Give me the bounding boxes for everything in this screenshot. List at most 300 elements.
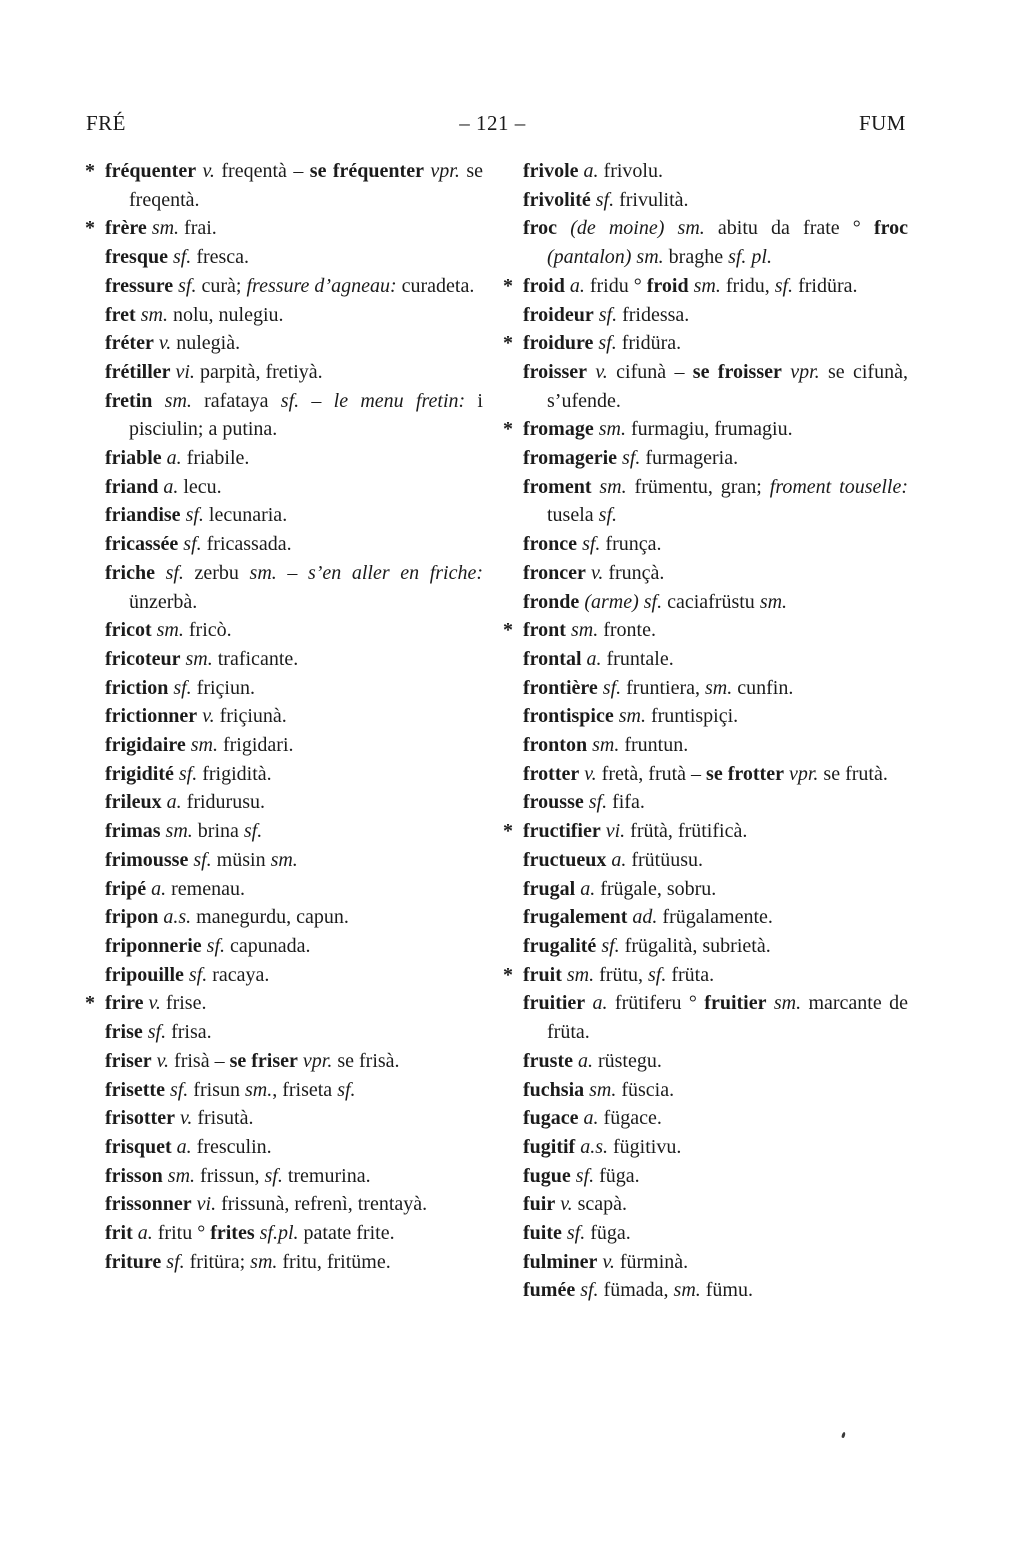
grammar-label: a. <box>585 992 608 1015</box>
translation-text: frai. <box>179 217 217 240</box>
translation-text: fruntispiçi. <box>645 705 739 728</box>
headword: friche <box>105 561 155 584</box>
headword: se froisser <box>692 360 782 383</box>
dict-entry <box>523 157 908 186</box>
headword: friser <box>105 1049 152 1072</box>
translation-text: müsin <box>211 848 271 871</box>
headword: frileux <box>105 791 162 814</box>
translation-text: fricò. <box>183 619 232 642</box>
grammar-label: v. <box>143 992 161 1015</box>
dict-entry <box>523 444 908 473</box>
dict-entry <box>105 243 483 272</box>
grammar-label: (pantalon) sm. <box>547 246 664 269</box>
dict-entry <box>523 645 908 674</box>
grammar-label: sm. <box>688 274 721 297</box>
dict-entry <box>85 214 483 243</box>
headword: fugitif <box>523 1135 576 1158</box>
grammar-label: sf. <box>575 1279 599 1302</box>
headword: frimas <box>105 820 161 843</box>
grammar-label: sm. <box>587 734 620 757</box>
dict-entry <box>85 157 483 214</box>
translation-text: frügale, sobru. <box>595 877 717 900</box>
dict-entry <box>523 214 908 271</box>
headword: fricassée <box>105 533 179 556</box>
grammar-label: sm. <box>180 647 213 670</box>
translation-text: fridessa. <box>617 303 690 326</box>
grammar-label: sf. <box>188 848 212 871</box>
headword: fronce <box>523 533 578 556</box>
grammar-label: a. <box>158 475 179 498</box>
grammar-label: vi. <box>191 1193 217 1216</box>
print-speck <box>841 1432 846 1439</box>
grammar-label: vpr. <box>297 1049 333 1072</box>
dict-entry <box>105 1190 483 1219</box>
headword: froc <box>873 217 908 240</box>
grammar-label: a.s. <box>158 906 192 929</box>
dict-entry <box>523 530 908 559</box>
headword: fripon <box>105 906 159 929</box>
translation-text: fifa. <box>607 791 645 814</box>
dict-entry <box>105 1133 483 1162</box>
grammar-label: a. <box>606 848 627 871</box>
translation-text: braghe <box>663 246 729 269</box>
grammar-label: sf. <box>264 1164 283 1187</box>
translation-text: se frutà. <box>818 762 888 785</box>
grammar-label: vpr. <box>783 762 819 785</box>
headword: frisette <box>105 1078 165 1101</box>
grammar-label: (arme) sf. <box>579 590 663 613</box>
grammar-label: a. <box>146 877 167 900</box>
grammar-label: sm. <box>766 992 802 1015</box>
translation-text: se cifunà, s’ufende. <box>547 360 908 412</box>
asterisk-marker: * <box>503 332 513 355</box>
dict-entry <box>105 875 483 904</box>
header-guideword-right: FUM <box>858 111 906 135</box>
grammar-label: (de moine) sm. <box>557 217 705 240</box>
headword: friandise <box>105 504 181 527</box>
grammar-label: ad. <box>627 906 658 929</box>
dict-entry <box>105 1018 483 1047</box>
grammar-label: fressure d’agneau: <box>246 274 397 297</box>
dict-entry <box>105 329 483 358</box>
dict-entry <box>105 903 483 932</box>
translation-text: frisutà. <box>192 1107 254 1130</box>
dict-entry <box>523 1076 908 1105</box>
headword: frugalement <box>523 906 628 929</box>
translation-text: fridüra. <box>793 274 858 297</box>
dict-entry <box>105 760 483 789</box>
translation-text: fügace. <box>598 1107 662 1130</box>
translation-text: curadeta. <box>396 274 475 297</box>
headword: fruit <box>523 963 562 986</box>
translation-text: nolu, nulegiu. <box>167 303 284 326</box>
headword: frites <box>210 1222 255 1245</box>
translation-text: frütüusu. <box>626 848 703 871</box>
dict-entry <box>523 903 908 932</box>
dict-entry <box>105 272 483 301</box>
asterisk-marker: * <box>85 992 95 1015</box>
headword: frontispice <box>523 705 614 728</box>
dict-entry <box>503 961 908 990</box>
dict-entry <box>523 932 908 961</box>
grammar-label: sm. <box>152 389 192 412</box>
dictionary-column-right <box>503 157 909 1305</box>
grammar-label: sf. <box>593 332 617 355</box>
translation-text: capunada. <box>225 934 311 957</box>
grammar-label: sm. <box>705 676 733 699</box>
grammar-label: sf. <box>183 963 208 986</box>
translation-text: frütu, <box>594 963 649 986</box>
dict-entry <box>523 1104 908 1133</box>
dict-entry <box>523 473 908 530</box>
headword: fricot <box>105 619 152 642</box>
headword: fréquenter <box>105 160 197 182</box>
translation-text: frivulità. <box>614 188 689 211</box>
dict-entry <box>105 817 483 846</box>
translation-text: fridu, <box>720 274 775 297</box>
grammar-label: sm. <box>270 848 298 871</box>
translation-text: frisun <box>188 1078 245 1101</box>
translation-text: caciafrüstu <box>662 590 760 613</box>
grammar-label: sm. <box>250 1250 278 1273</box>
grammar-label: sf. <box>561 1222 586 1245</box>
headword: fresque <box>105 246 168 269</box>
dict-entry <box>523 1047 908 1076</box>
dict-entry <box>105 731 483 760</box>
dict-entry <box>105 616 483 645</box>
headword: froisser <box>523 360 588 383</box>
translation-text: fümada, <box>598 1279 674 1302</box>
dict-entry <box>523 760 908 789</box>
grammar-label: sf. <box>154 561 184 584</box>
translation-text: fresculin. <box>191 1135 272 1158</box>
translation-text: frunçà. <box>603 561 665 584</box>
translation-text: friçiunà. <box>214 705 287 728</box>
asterisk-marker: * <box>503 820 513 843</box>
grammar-label: vpr. <box>423 160 460 182</box>
dict-entry <box>105 1219 483 1248</box>
grammar-label: sm. <box>759 590 788 613</box>
headword: froncer <box>523 561 586 584</box>
translation-text: abitu da frate ° <box>704 217 874 240</box>
headword: frit <box>105 1222 133 1245</box>
dict-entry <box>105 1047 483 1076</box>
headword: front <box>523 619 566 642</box>
translation-text: nulegià. <box>171 332 241 355</box>
headword: fulminer <box>523 1250 598 1273</box>
grammar-label: sm. <box>162 1164 196 1187</box>
headword: frissonner <box>105 1193 192 1216</box>
dict-entry <box>105 473 483 502</box>
translation-text: traficante. <box>212 647 299 670</box>
dict-entry <box>105 559 483 616</box>
grammar-label: sf. <box>597 676 622 699</box>
grammar-label: sf. pl. <box>728 246 772 269</box>
grammar-label: sm. <box>565 619 599 642</box>
dictionary-column-left <box>85 157 484 1276</box>
dict-entry <box>105 702 483 731</box>
translation-text: frivolu. <box>598 160 663 182</box>
grammar-label: vi. <box>600 820 626 843</box>
headword: fripouille <box>105 963 184 986</box>
translation-text: frisa. <box>166 1021 212 1044</box>
grammar-label: sm. <box>593 418 626 441</box>
dict-entry <box>523 588 908 617</box>
dict-entry <box>523 674 908 703</box>
grammar-label: sf. <box>180 504 204 527</box>
dict-entry <box>523 1190 908 1219</box>
grammar-label: sf. <box>168 676 192 699</box>
headword: froideur <box>523 303 594 326</box>
translation-text: frütiferu ° <box>607 992 705 1015</box>
grammar-label: a. <box>578 1107 599 1130</box>
translation-text: brina <box>192 820 244 843</box>
grammar-label: v. <box>587 360 608 383</box>
headword: froid <box>523 274 565 297</box>
grammar-label: sf. <box>593 303 618 326</box>
headword: froment <box>523 475 592 498</box>
translation-text: fürminà. <box>614 1250 689 1273</box>
headword: friable <box>105 447 162 470</box>
translation-text: furmagiu, frumagiu. <box>625 418 793 441</box>
dict-entry <box>105 387 483 444</box>
asterisk-marker: * <box>503 619 513 642</box>
grammar-label: v. <box>585 561 604 584</box>
translation-text: se frisà. <box>332 1049 400 1072</box>
translation-text: patate frite. <box>298 1222 395 1245</box>
dict-entry <box>105 674 483 703</box>
translation-text: freqentà – <box>214 160 310 182</box>
grammar-label: a. <box>171 1135 192 1158</box>
dict-entry <box>523 846 908 875</box>
translation-text: fridurusu. <box>181 791 265 814</box>
asterisk-marker: * <box>503 418 513 441</box>
dict-entry <box>105 961 483 990</box>
headword: se frotter <box>706 762 784 785</box>
headword: fuir <box>523 1193 556 1216</box>
translation-text: frissun, <box>195 1164 265 1187</box>
grammar-label: sf. <box>161 1250 185 1273</box>
dict-entry <box>105 846 483 875</box>
translation-text: füga. <box>594 1164 640 1187</box>
translation-text: fruntiera, <box>621 676 705 699</box>
grammar-label: sf. <box>280 389 300 412</box>
headword: frisotter <box>105 1107 175 1130</box>
grammar-label: a. <box>572 1049 593 1072</box>
grammar-label: v. <box>153 332 172 355</box>
grammar-label: sm. <box>160 820 193 843</box>
headword: fromagerie <box>523 447 618 470</box>
header-guideword-left: FRÉ <box>86 111 127 135</box>
translation-text: frigidari. <box>217 734 294 757</box>
grammar-label: sf. <box>596 934 620 957</box>
translation-text: friçiun. <box>191 676 255 699</box>
translation-text: ünzerbà. <box>129 590 198 613</box>
grammar-label: v. <box>555 1193 573 1216</box>
translation-text: tusela <box>547 504 599 527</box>
headword: froidure <box>523 332 594 355</box>
translation-text: fridu ° <box>584 274 647 297</box>
grammar-label: s’en aller en friche: <box>307 561 484 584</box>
translation-text: remenau. <box>166 877 245 900</box>
translation-text: fridüra. <box>616 332 682 355</box>
grammar-label: a. <box>581 647 602 670</box>
headword: fruitier <box>704 992 767 1015</box>
running-head <box>86 111 906 136</box>
translation-text: – <box>299 389 334 412</box>
dict-entry <box>523 788 908 817</box>
headword: fructueux <box>523 848 607 871</box>
headword: frugalité <box>523 934 597 957</box>
grammar-label: sf. <box>167 246 192 269</box>
headword: friand <box>105 475 159 498</box>
translation-text: fruntun. <box>619 734 689 757</box>
grammar-label: a. <box>161 791 182 814</box>
grammar-label: sm. <box>146 217 180 240</box>
grammar-label: sm. <box>613 705 646 728</box>
headword: fricoteur <box>105 647 181 670</box>
headword: fuite <box>523 1222 562 1245</box>
dict-entry <box>503 817 908 846</box>
grammar-label: v. <box>197 705 215 728</box>
translation-text: frise. <box>160 992 207 1015</box>
translation-text: furmageria. <box>640 447 739 470</box>
translation-text: manegurdu, capun. <box>191 906 349 929</box>
grammar-label: a. <box>132 1222 153 1245</box>
dict-entry <box>105 1162 483 1191</box>
translation-text: lecunaria. <box>203 504 288 527</box>
headword: se friser <box>229 1049 298 1072</box>
translation-text: frümentu, gran; <box>626 475 770 498</box>
grammar-label: sf. <box>583 791 608 814</box>
translation-text: fruntale. <box>601 647 674 670</box>
translation-text: fügitivu. <box>608 1135 682 1158</box>
headword: fronton <box>523 734 588 757</box>
translation-text: rüstegu. <box>592 1049 662 1072</box>
translation-text: lecu. <box>178 475 222 498</box>
dict-entry <box>523 358 908 415</box>
dict-entry <box>523 1248 908 1277</box>
dict-entry <box>105 1104 483 1133</box>
dict-entry <box>105 1076 483 1105</box>
translation-text: fümu. <box>700 1279 753 1302</box>
dict-entry <box>503 415 908 444</box>
grammar-label: sf. <box>598 504 617 527</box>
grammar-label: sf. <box>570 1164 595 1187</box>
translation-text: frunça. <box>600 533 662 556</box>
dict-entry <box>523 731 908 760</box>
grammar-label: vpr. <box>781 360 820 383</box>
grammar-label: a. <box>575 877 596 900</box>
headword: frère <box>105 217 147 240</box>
translation-text: scapà. <box>572 1193 628 1216</box>
translation-text: cunfin. <box>732 676 794 699</box>
grammar-label: v. <box>597 1250 615 1273</box>
translation-text: cifunà – <box>607 360 693 383</box>
grammar-label: sf.pl. <box>254 1222 299 1245</box>
grammar-label: sm. <box>135 303 168 326</box>
translation-text: fritu, fritüme. <box>277 1250 391 1273</box>
dict-entry <box>523 301 908 330</box>
grammar-label: sf. <box>201 934 225 957</box>
dict-entry <box>523 1276 908 1305</box>
translation-text: frügalità, subrietà. <box>619 934 771 957</box>
dict-entry <box>105 932 483 961</box>
translation-text: – <box>276 561 308 584</box>
headword: friction <box>105 676 169 699</box>
grammar-label: sm. <box>244 1078 273 1101</box>
dict-entry <box>523 1162 908 1191</box>
grammar-label: sm. <box>584 1078 617 1101</box>
headword: frimousse <box>105 848 189 871</box>
grammar-label: v. <box>174 1107 193 1130</box>
translation-text: frütà, frütificà. <box>625 820 748 843</box>
headword: froc <box>523 217 558 240</box>
headword: fressure <box>105 274 174 297</box>
grammar-label: sf. <box>178 533 202 556</box>
translation-text: marcante de früta. <box>547 992 908 1044</box>
translation-text: fretà, frutà – <box>596 762 707 785</box>
grammar-label: sf. <box>337 1078 356 1101</box>
dict-entry <box>105 645 483 674</box>
grammar-label: sm. <box>185 734 218 757</box>
grammar-label: v. <box>151 1049 170 1072</box>
dict-entry <box>105 530 483 559</box>
headword: frétiller <box>105 360 171 383</box>
grammar-label: sm. <box>561 963 595 986</box>
grammar-label: sf. <box>774 274 794 297</box>
headword: frise <box>105 1021 143 1044</box>
grammar-label: a. <box>564 274 585 297</box>
grammar-label: le menu fretin: <box>333 389 466 412</box>
grammar-label: sf. <box>617 447 641 470</box>
translation-text: , friseta <box>272 1078 338 1101</box>
translation-text: friabile. <box>181 447 250 470</box>
grammar-label: sm. <box>249 561 277 584</box>
translation-text: frisà – <box>169 1049 230 1072</box>
dict-entry <box>105 1248 483 1277</box>
headword: fréter <box>105 332 154 355</box>
asterisk-marker: * <box>85 160 95 182</box>
grammar-label: v. <box>579 762 597 785</box>
headword: frisson <box>105 1164 163 1187</box>
translation-text: frissunà, refrenì, trentayà. <box>216 1193 428 1216</box>
grammar-label: v. <box>196 160 215 182</box>
dict-entry <box>85 989 483 1018</box>
grammar-label: sm. <box>151 619 184 642</box>
dict-entry <box>523 989 908 1046</box>
headword: fructifier <box>523 820 601 843</box>
headword: frontal <box>523 647 582 670</box>
headword: fumée <box>523 1279 576 1302</box>
page-number: – 121 – <box>459 111 526 135</box>
grammar-label: sm. <box>673 1279 701 1302</box>
headword: fruitier <box>523 992 586 1015</box>
headword: fruste <box>523 1049 573 1072</box>
headword: frictionner <box>105 705 198 728</box>
headword: frousse <box>523 791 584 814</box>
headword: fripé <box>105 877 147 900</box>
asterisk-marker: * <box>503 274 513 297</box>
translation-text: tremurina. <box>282 1164 371 1187</box>
dict-entry <box>523 559 908 588</box>
translation-text: parpità, fretiyà. <box>194 360 323 383</box>
headword: fuchsia <box>523 1078 585 1101</box>
translation-text: füga. <box>585 1222 631 1245</box>
translation-text: racaya. <box>207 963 270 986</box>
headword: fromage <box>523 418 594 441</box>
translation-text: rafataya <box>191 389 281 412</box>
